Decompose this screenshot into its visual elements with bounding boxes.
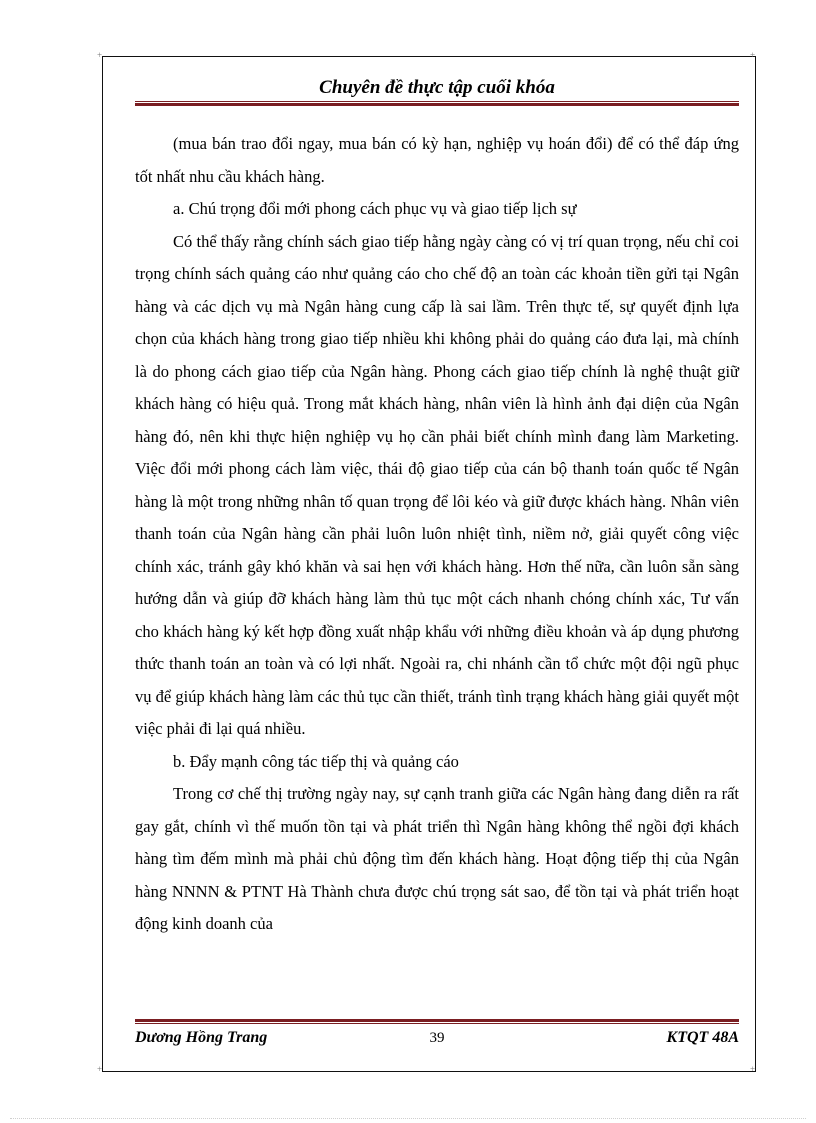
footer-author: Dương Hồng Trang xyxy=(135,1029,268,1046)
corner-mark: + xyxy=(750,50,756,60)
document-body xyxy=(135,128,739,941)
corner-mark: + xyxy=(750,1064,756,1074)
page-header-title: Chuyên đề thực tập cuối khóa xyxy=(319,77,555,98)
corner-mark: + xyxy=(97,50,103,60)
paragraph: (mua bán trao đổi ngay, mua bán có kỳ hạn, nghiệp vụ hoán đổi) để có thể đáp ứng tốt nhất nhu cầu khách hàng. xyxy=(135,134,739,186)
header-rule xyxy=(135,101,739,106)
section-heading-b: b. Đẩy mạnh công tác tiếp thị và quảng cáo xyxy=(173,751,459,771)
page-bottom-divider xyxy=(10,1118,806,1119)
corner-mark: + xyxy=(97,1064,103,1074)
page-footer xyxy=(135,1026,739,1050)
footer-class-code: KTQT 48A xyxy=(666,1029,739,1046)
footer-rule xyxy=(135,1019,739,1024)
page-number: 39 xyxy=(429,1030,445,1046)
paragraph: Trong cơ chế thị trường ngày nay, sự cạnh tranh giữa các Ngân hàng đang diễn ra rất gay gắt, chính vì thế muốn tồn tại và phát triển thì Ngân hàng không thể ngồi đợi khách hàng tìm đếm mình mà phải chủ động tìm đến khách hàng. Hoạt động tiếp thị của Ngân hàng NNNN & PTNT Hà Thành chưa được chú trọng sát sao, để tồn tại và phát triển hoạt động kinh doanh của xyxy=(135,784,739,933)
paragraph: Có thể thấy rằng chính sách giao tiếp hằng ngày càng có vị trí quan trọng, nếu chỉ coi trọng chính sách quảng cáo như quảng cáo cho chế độ an toàn các khoản tiền gửi tại Ngân hàng và các dịch vụ mà Ngân hàng cung cấp là sai lầm. Trên thực tế, sự quyết định lựa chọn của khách hàng trong giao tiếp nhiều khi không phải do quảng cáo đưa lại, mà chính là do phong cách giao tiếp của Ngân hàng. Phong cách giao tiếp chính là nghệ thuật giữ khách hàng có hiệu quả. Trong mắt khách hàng, nhân viên là hình ảnh đại diện của Ngân hàng đó, nên khi thực hiện nghiệp vụ họ cần phải biết chính mình đang làm Marketing. Việc đổi mới phong cách làm việc, thái độ giao tiếp của cán bộ thanh toán quốc tế Ngân hàng là một trong những nhân tố quan trọng để lôi kéo và giữ được khách hàng. Nhân viên thanh toán của Ngân hàng cần phải luôn luôn nhiệt tình, niềm nở, giải quyết công việc chính xác, tránh gây khó khăn và sai hẹn với khách hàng. Hơn thế nữa, cần luôn sẵn sàng hướng dẫn và giúp đỡ khách hàng làm thủ tục một cách nhanh chóng chính xác, Tư vấn cho khách hàng ký kết hợp đồng xuất nhập khẩu với những điều khoản và áp dụng phương thức thanh toán an toàn và có lợi nhất. Ngoài ra, chi nhánh cần tổ chức một đội ngũ phục vụ để giúp khách hàng làm các thủ tục cần thiết, tránh tình trạng khách hàng giải quyết một việc phải đi lại quá nhiều. xyxy=(135,231,739,738)
section-heading-a: a. Chú trọng đổi mới phong cách phục vụ và giao tiếp lịch sự xyxy=(173,199,577,218)
